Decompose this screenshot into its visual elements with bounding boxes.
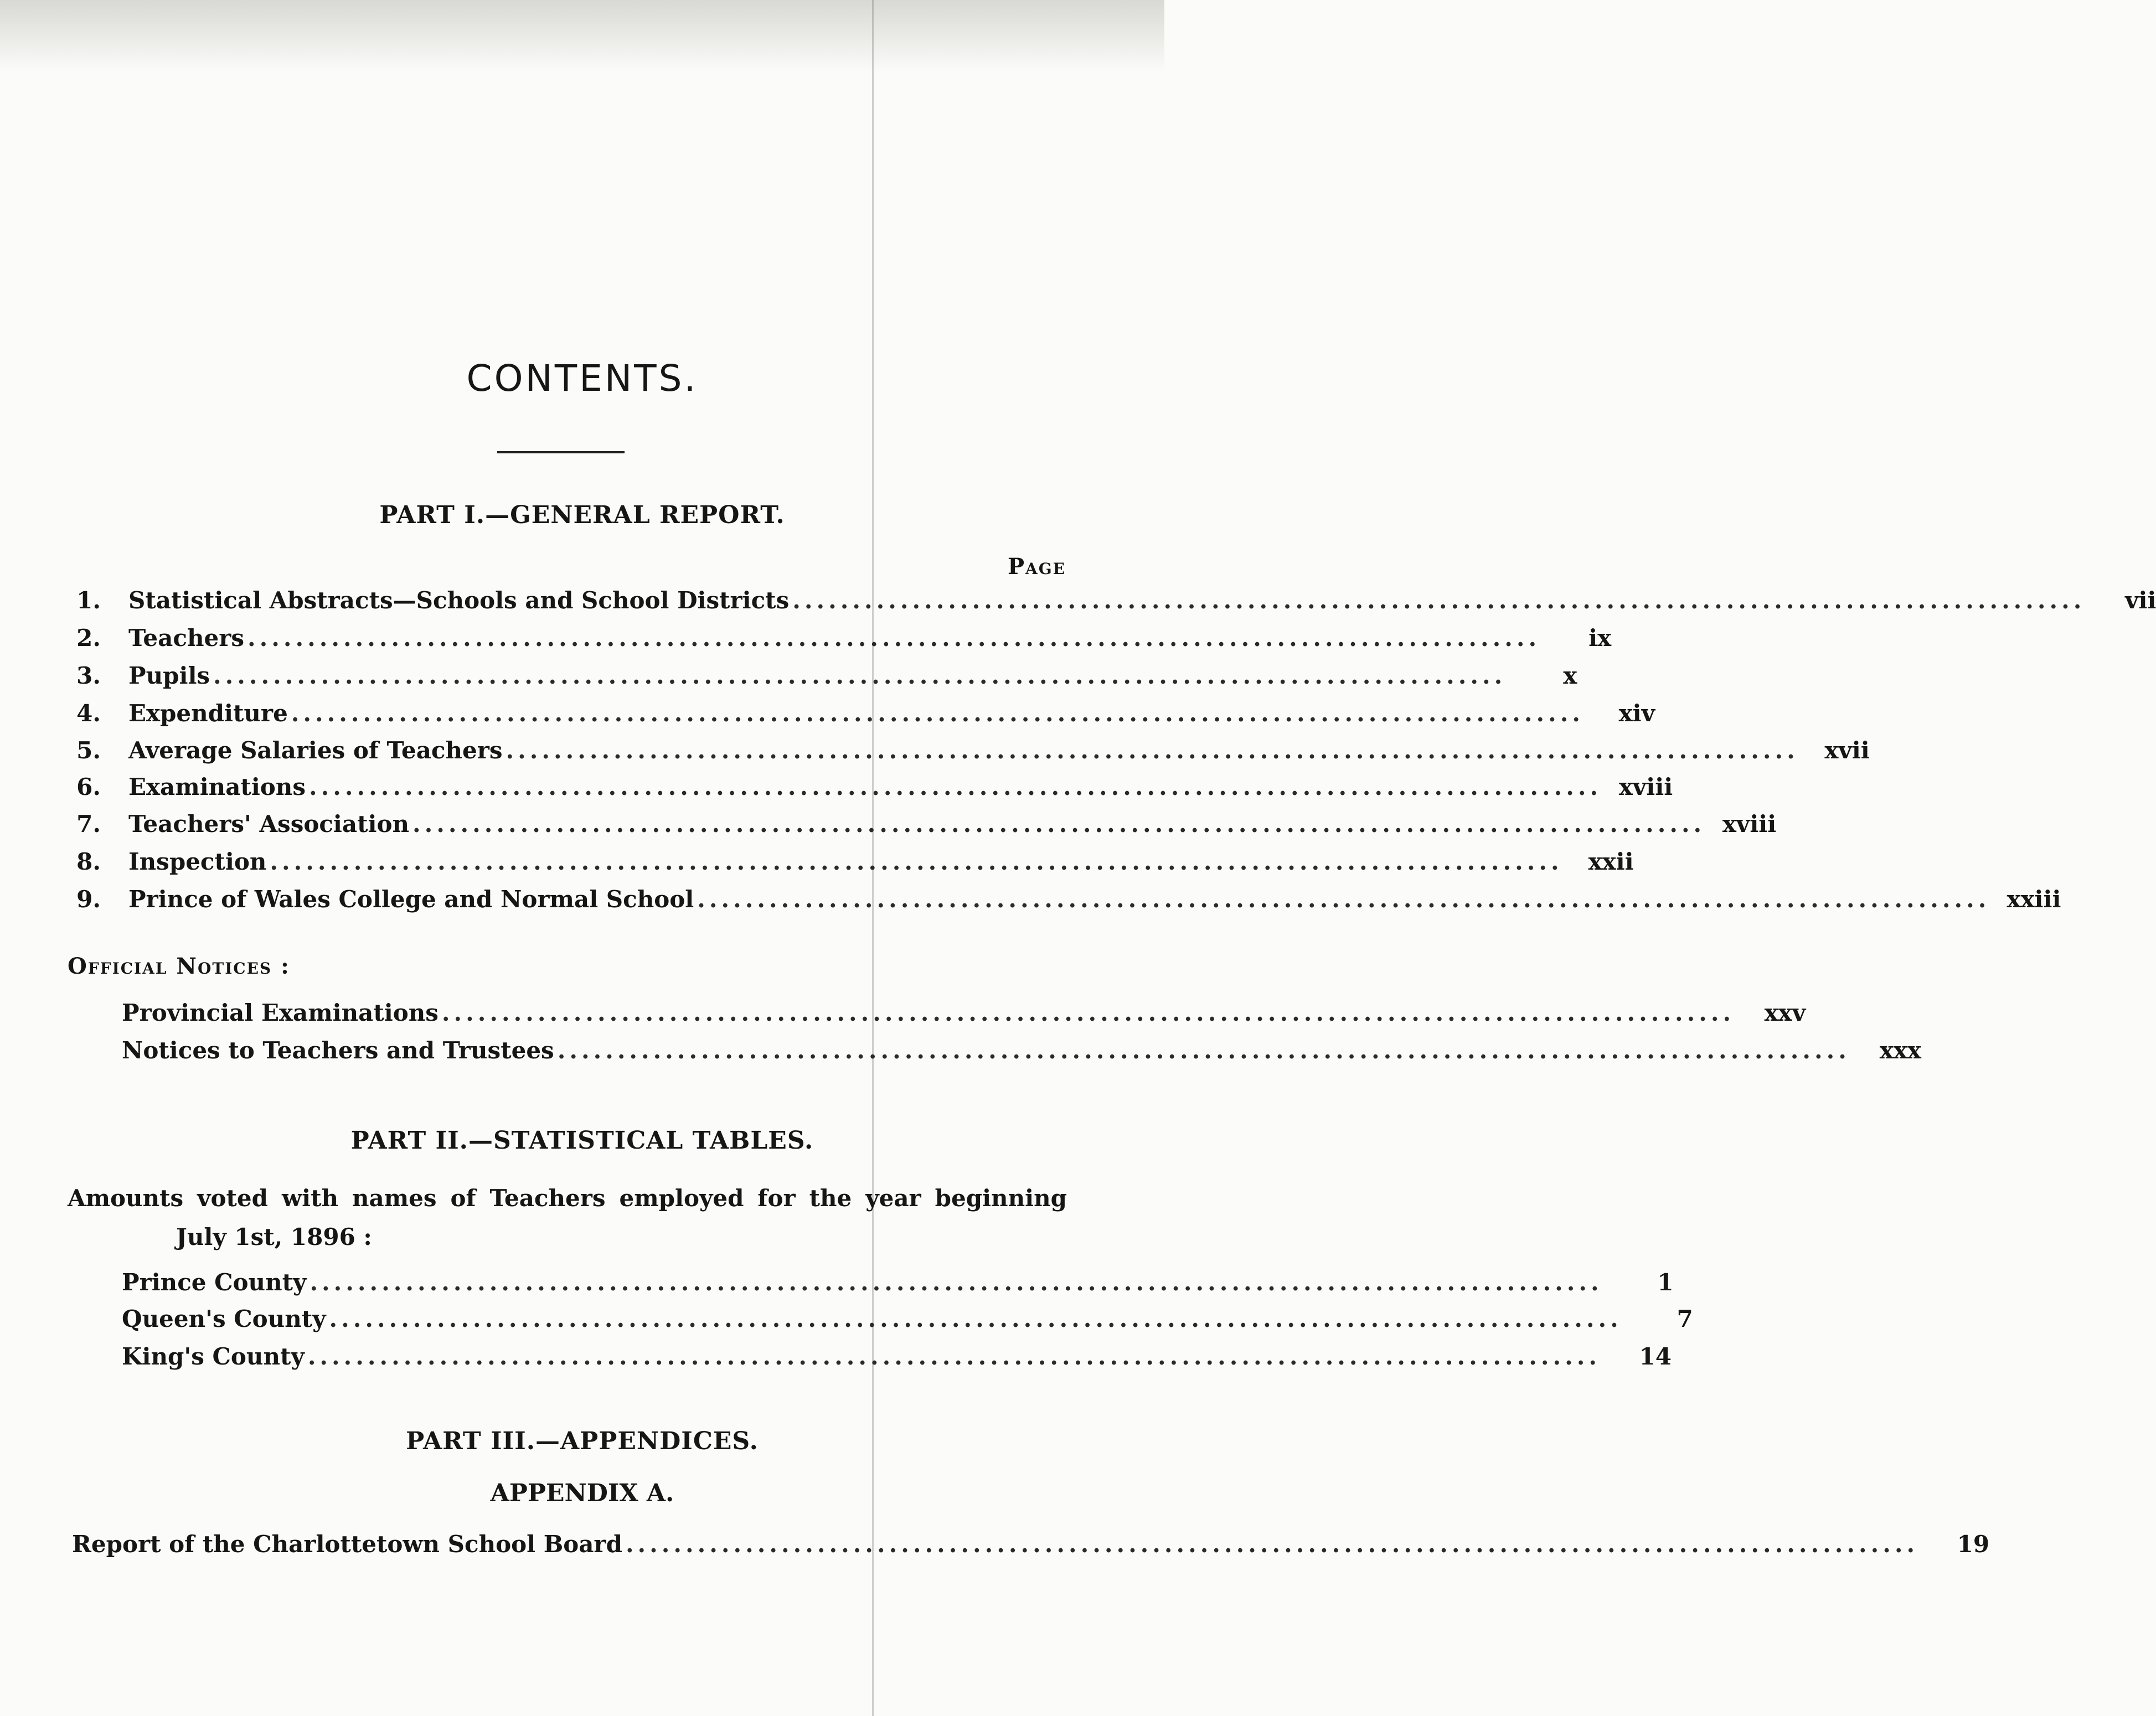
entry-number: 3. bbox=[76, 662, 101, 689]
entry-number: 5. bbox=[76, 737, 101, 764]
dot-leader: ............................................................................................................ bbox=[308, 773, 1602, 800]
entry-number: 2. bbox=[76, 624, 101, 652]
entry-title: Examinations bbox=[128, 773, 306, 800]
dot-leader: ............................................................................................................ bbox=[506, 737, 1799, 764]
title-divider bbox=[497, 451, 625, 453]
entry-title: Prince of Wales College and Normal School bbox=[128, 886, 694, 913]
entry-page: 19 bbox=[1957, 1531, 1990, 1558]
toc-entry bbox=[68, 773, 1673, 807]
entry-page: ix bbox=[1588, 624, 1612, 652]
entry-page: xxii bbox=[1588, 848, 1634, 875]
toc-entry bbox=[68, 886, 2061, 919]
entry-title: Prince County bbox=[122, 1269, 307, 1296]
dot-leader: ............................................................................................................ bbox=[307, 1343, 1601, 1370]
dot-leader: ............................................................................................................ bbox=[213, 662, 1507, 689]
dot-leader: ............................................................................................................ bbox=[291, 700, 1584, 727]
toc-entry bbox=[68, 624, 1612, 658]
part2-intro-continued: July 1st, 1896 : bbox=[176, 1223, 372, 1250]
dot-leader: ............................................................................................................ bbox=[247, 624, 1541, 652]
contents-title: CONTENTS. bbox=[466, 357, 698, 400]
official-notices-label: Official Notices : bbox=[68, 953, 290, 979]
entry-page: xxv bbox=[1764, 999, 1806, 1026]
dot-leader: ............................................................................................................ bbox=[557, 1037, 1850, 1064]
entry-title: Queen's County bbox=[122, 1305, 326, 1332]
entry-title: King's County bbox=[122, 1343, 305, 1370]
entry-page: 1 bbox=[1657, 1269, 1674, 1296]
toc-entry bbox=[122, 1305, 1693, 1338]
entry-title: Inspection bbox=[128, 848, 267, 875]
toc-entry bbox=[68, 848, 1634, 881]
entry-number: 9. bbox=[76, 886, 101, 913]
dot-leader: ............................................................................................................ bbox=[412, 810, 1706, 838]
part3-heading: PART III.—APPENDICES. bbox=[406, 1427, 759, 1455]
entry-number: 6. bbox=[76, 773, 101, 800]
entry-number: 7. bbox=[76, 810, 101, 838]
entry-number: 1. bbox=[76, 587, 101, 614]
toc-entry bbox=[122, 1269, 1674, 1302]
entry-page: x bbox=[1563, 662, 1577, 689]
page-column-label: Page bbox=[1007, 554, 1066, 580]
dot-leader: ............................................................................................................ bbox=[270, 848, 1563, 875]
dot-leader: ............................................................................................................ bbox=[441, 999, 1735, 1026]
entry-title: Expenditure bbox=[128, 700, 288, 727]
entry-number: 4. bbox=[76, 700, 101, 727]
entry-page: xiv bbox=[1618, 700, 1655, 727]
entry-page: 7 bbox=[1677, 1305, 1693, 1332]
dot-leader: ............................................................................................................ bbox=[310, 1269, 1603, 1296]
appendix-a-heading: APPENDIX A. bbox=[490, 1479, 674, 1507]
entry-title: Pupils bbox=[128, 662, 210, 689]
entry-page: vii bbox=[2125, 587, 2156, 614]
entry-title: Teachers bbox=[128, 624, 244, 652]
toc-entry bbox=[122, 1343, 1672, 1376]
entry-title: Average Salaries of Teachers bbox=[128, 737, 503, 764]
part2-intro: Amounts voted with names of Teachers employed for the year beginning bbox=[68, 1185, 1067, 1212]
entry-number: 8. bbox=[76, 848, 101, 875]
entry-page: xxx bbox=[1879, 1037, 1921, 1064]
toc-entry bbox=[68, 700, 1655, 733]
entry-page: xviii bbox=[1618, 773, 1673, 800]
toc-entry bbox=[68, 737, 1870, 770]
dot-leader: ............................................................................................................ bbox=[329, 1305, 1622, 1332]
entry-title: Notices to Teachers and Trustees bbox=[122, 1037, 554, 1064]
toc-entry bbox=[68, 810, 1777, 844]
part2-heading: PART II.—STATISTICAL TABLES. bbox=[350, 1126, 814, 1155]
entry-page: xviii bbox=[1722, 810, 1777, 838]
entry-title: Provincial Examinations bbox=[122, 999, 439, 1026]
toc-entry bbox=[68, 587, 2156, 620]
entry-page: 14 bbox=[1639, 1343, 1672, 1370]
dot-leader: ............................................................................................................ bbox=[697, 886, 1990, 913]
toc-entry bbox=[68, 662, 1577, 695]
toc-entry bbox=[72, 1531, 1990, 1564]
entry-title: Statistical Abstracts—Schools and School Districts bbox=[128, 587, 790, 614]
entry-page: xxiii bbox=[2007, 886, 2061, 913]
entry-title: Teachers' Association bbox=[128, 810, 409, 838]
toc-entry bbox=[122, 1037, 1921, 1070]
scan-noise bbox=[0, 0, 1164, 72]
toc-entry bbox=[122, 999, 1806, 1032]
part1-heading: PART I.—GENERAL REPORT. bbox=[379, 501, 785, 529]
dot-leader: ............................................................................................................ bbox=[792, 587, 2086, 614]
dot-leader: ............................................................................................................ bbox=[625, 1531, 1919, 1558]
entry-page: xvii bbox=[1824, 737, 1870, 764]
entry-title: Report of the Charlottetown School Board bbox=[72, 1531, 622, 1558]
